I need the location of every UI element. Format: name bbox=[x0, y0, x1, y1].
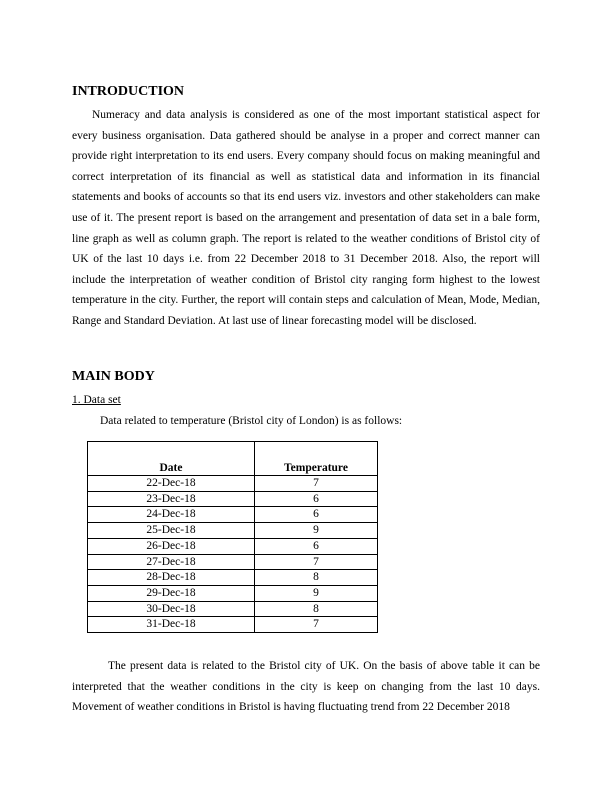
temperature-cell: 7 bbox=[255, 554, 378, 570]
date-column-header: Date bbox=[88, 442, 255, 476]
date-cell: 25-Dec-18 bbox=[88, 523, 255, 539]
introduction-heading: INTRODUCTION bbox=[72, 84, 185, 99]
date-cell: 24-Dec-18 bbox=[88, 507, 255, 523]
temperature-cell: 8 bbox=[255, 570, 378, 586]
data-set-lead-text: Data related to temperature (Bristol city of London) is as follows: bbox=[100, 415, 403, 427]
data-set-subheading: 1. Data set bbox=[72, 394, 121, 406]
table-row bbox=[88, 554, 378, 570]
table-row bbox=[88, 538, 378, 554]
date-cell: 22-Dec-18 bbox=[88, 476, 255, 492]
temperature-column-header: Temperature bbox=[255, 442, 378, 476]
table-header-row bbox=[88, 442, 378, 476]
date-cell: 26-Dec-18 bbox=[88, 538, 255, 554]
introduction-paragraph: Numeracy and data analysis is considered as one of the most important statistical aspect for every business organisation. Data gathered should be analyse in a proper and correct manner can provide right interpretation to its end users. Every company should focus on making meaningful and correct interpretation of its financial as well as statistical data and information in its financial statements and books of accounts so that its end users viz. investors and other stakeholders can make use of it. The present report is based on the arrangement and presentation of data set in a bale form, line graph as well as column graph. The report is related to the weather conditions of Bristol city of UK of the last 10 days i.e. from 22 December 2018 to 31 December 2018. Also, the report will include the interpretation of weather condition of Bristol city ranging form highest to the lowest temperature in the city. Further, the report will contain steps and calculation of Mean, Mode, Median, Range and Standard Deviation. At last use of linear forecasting model will be disclosed. bbox=[72, 109, 540, 327]
temperature-cell: 6 bbox=[255, 507, 378, 523]
temperature-cell: 7 bbox=[255, 617, 378, 633]
date-cell: 31-Dec-18 bbox=[88, 617, 255, 633]
temperature-cell: 6 bbox=[255, 491, 378, 507]
date-cell: 29-Dec-18 bbox=[88, 585, 255, 601]
interpretation-paragraph: The present data is related to the Bristol city of UK. On the basis of above table it can be interpreted that the weather conditions in the city is keep on changing from the last 10 days. Movement of weather conditions in Bristol is having fluctuating trend from 22 December 2018 bbox=[72, 660, 540, 714]
date-cell: 30-Dec-18 bbox=[88, 601, 255, 617]
table-row bbox=[88, 570, 378, 586]
temperature-cell: 9 bbox=[255, 585, 378, 601]
table-row bbox=[88, 585, 378, 601]
date-cell: 28-Dec-18 bbox=[88, 570, 255, 586]
temperature-cell: 8 bbox=[255, 601, 378, 617]
table-row bbox=[88, 617, 378, 633]
table-row bbox=[88, 476, 378, 492]
temperature-cell: 7 bbox=[255, 476, 378, 492]
main-body-heading: MAIN BODY bbox=[72, 369, 155, 384]
table-row bbox=[88, 523, 378, 539]
temperature-cell: 9 bbox=[255, 523, 378, 539]
date-cell: 23-Dec-18 bbox=[88, 491, 255, 507]
date-cell: 27-Dec-18 bbox=[88, 554, 255, 570]
temperature-cell: 6 bbox=[255, 538, 378, 554]
table-row bbox=[88, 507, 378, 523]
table-row bbox=[88, 491, 378, 507]
table-row bbox=[88, 601, 378, 617]
temperature-table bbox=[87, 441, 378, 633]
